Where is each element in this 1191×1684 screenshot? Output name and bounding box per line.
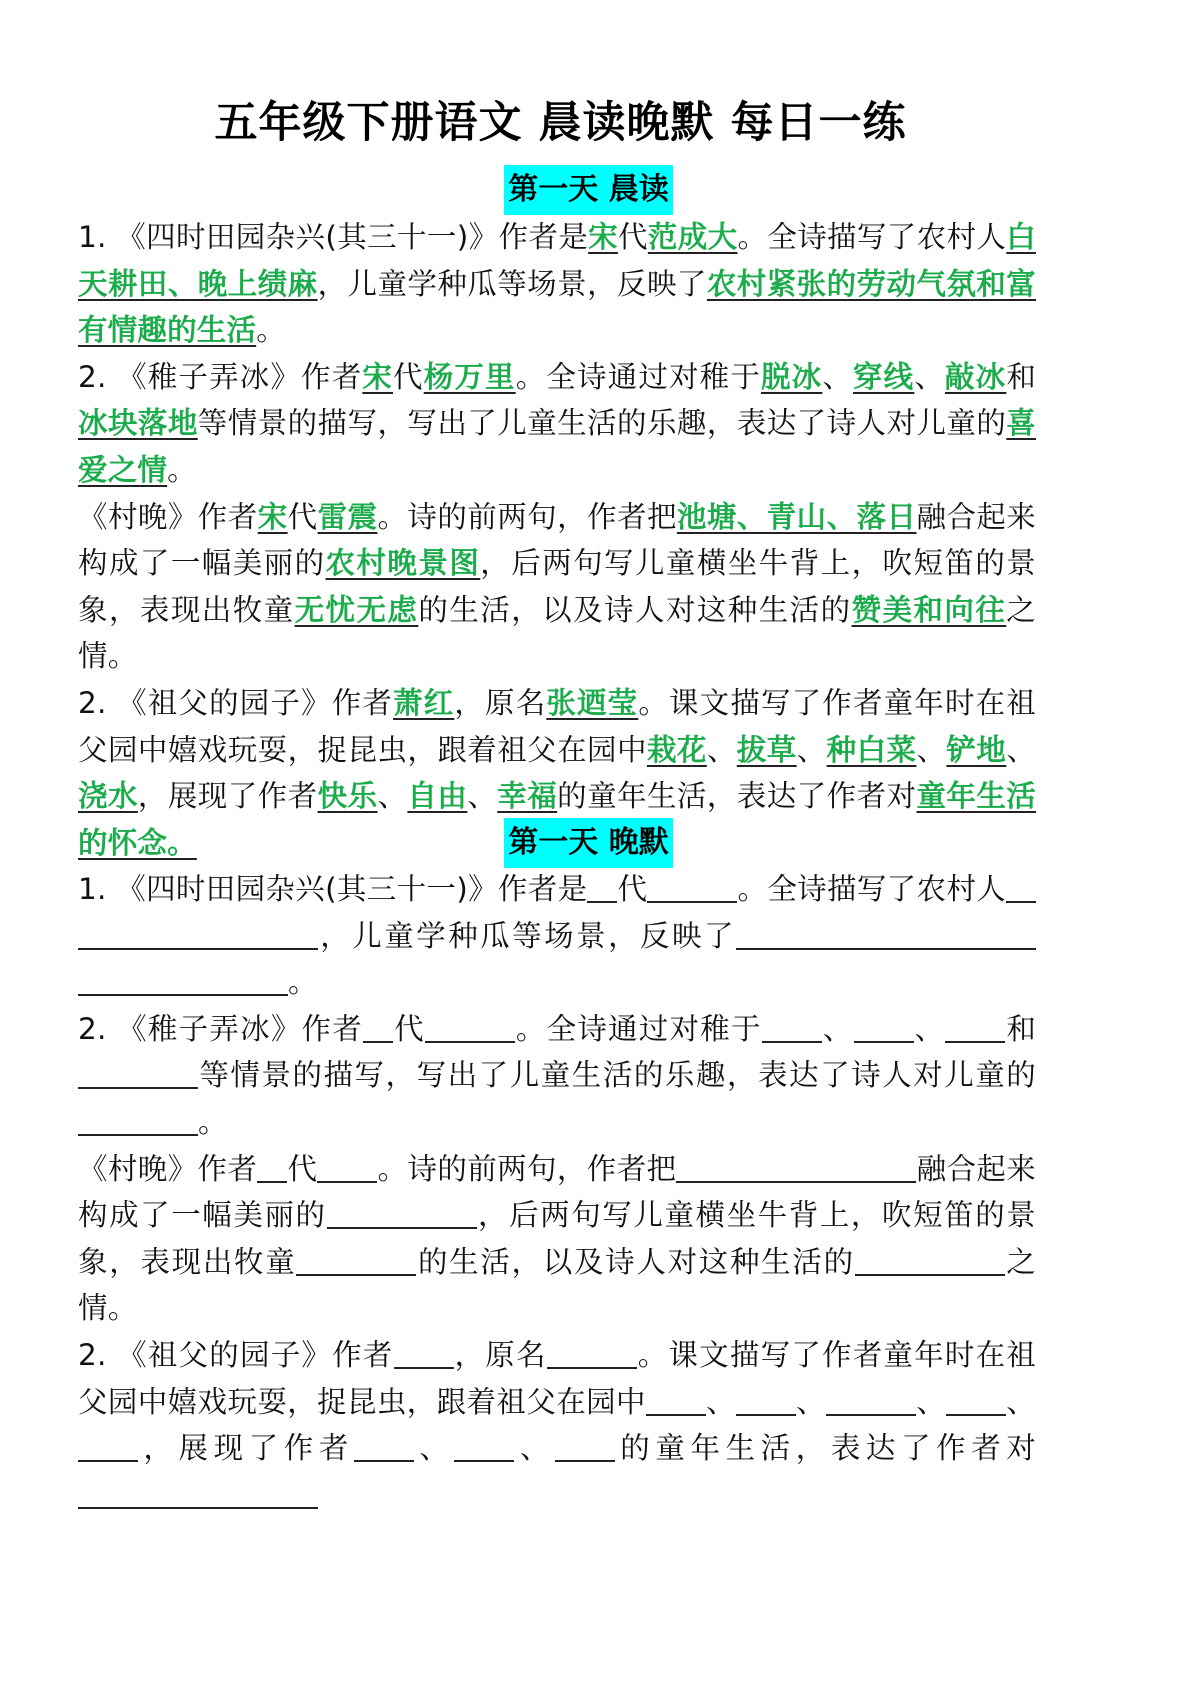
fill-in-blank[interactable] — [945, 1011, 1005, 1043]
body-text: 的生活，以及诗人对这种生活的 — [416, 1244, 855, 1279]
body-text: 1. 《四时田园杂兴(其三十一)》作者是 — [78, 872, 588, 906]
body-text: 和 — [1006, 359, 1037, 394]
body-text: 代 — [287, 499, 318, 534]
evening-item-1 — [78, 866, 1036, 1006]
body-text: 。课文描写了作者童年时在祖父园中嬉戏玩耍，捉昆虫，跟着祖父在园中 — [78, 685, 1036, 767]
fill-in-blank[interactable] — [108, 1058, 198, 1090]
body-text: 、 — [822, 359, 853, 394]
answer-text: 范成大 — [647, 220, 738, 254]
body-text: ，儿童学种瓜等场景，反映了 — [318, 918, 736, 953]
body-text: 。 — [256, 313, 286, 348]
fill-in-blank[interactable] — [394, 1337, 454, 1369]
body-text: 。 — [167, 452, 197, 487]
answer-text: 幸福 — [497, 779, 558, 814]
body-text: 等情景的描写，写出了儿童生活的乐趣，表达了诗人对儿童的 — [198, 1058, 1036, 1093]
morning-item-2 — [78, 354, 1036, 494]
body-text: 。诗的前两句，作者把 — [377, 1151, 677, 1186]
body-text: 。全诗通过对稚于 — [515, 359, 761, 394]
answer-text: 敲冰 — [945, 359, 1007, 394]
body-text: 。全诗描写了农村人 — [737, 872, 1006, 906]
body-text: 的童年生活，表达了作者对 — [557, 779, 917, 814]
body-text: 《村晚》作者 — [78, 1151, 258, 1186]
answer-text: 萧红 — [393, 685, 455, 720]
fill-in-blank[interactable] — [425, 1011, 515, 1043]
answer-text: 张迺莹 — [546, 685, 639, 720]
body-text: 融合起来构成了一幅美丽的 — [78, 1151, 1036, 1233]
body-text: 、 — [796, 732, 827, 767]
fill-in-blank[interactable] — [78, 1477, 228, 1509]
body-text: 、 — [795, 1384, 827, 1419]
answer-text: 童年生活的怀念。 — [78, 779, 1036, 860]
answer-text: 杨万里 — [423, 359, 516, 394]
fill-in-blank[interactable] — [257, 1151, 287, 1183]
fill-in-blank[interactable] — [647, 872, 737, 904]
answer-text: 无忧无虑 — [294, 592, 419, 627]
evening-item-4 — [78, 1332, 1036, 1518]
body-text: 、 — [1006, 732, 1037, 767]
answer-text: 宋 — [257, 499, 288, 534]
evening-item-2 — [78, 1006, 1036, 1146]
answer-text: 雷震 — [317, 499, 378, 534]
body-text: ，展现了作者 — [138, 1431, 354, 1466]
fill-in-blank[interactable] — [676, 1151, 916, 1183]
answer-text: 农村紧张的劳动气氛和富有情趣的生活 — [78, 266, 1036, 348]
body-text: 、 — [1006, 1384, 1036, 1419]
fill-in-blank[interactable] — [296, 1244, 416, 1276]
body-text: 的生活，以及诗人对这种生活的 — [418, 592, 852, 627]
fill-in-blank[interactable] — [1006, 872, 1036, 904]
body-text: 2. 《稚子弄冰》作者 — [78, 359, 363, 394]
answer-text: 赞美和向往 — [851, 592, 1007, 627]
body-text: 等情景的描写，写出了儿童生活的乐趣，表达了诗人对儿童的 — [197, 406, 1007, 441]
body-text: ，原名 — [453, 1337, 547, 1372]
fill-in-blank[interactable] — [363, 1011, 393, 1043]
fill-in-blank[interactable] — [555, 1431, 615, 1463]
fill-in-blank[interactable] — [327, 1198, 477, 1230]
fill-in-blank[interactable] — [547, 1337, 637, 1369]
body-text: 、 — [705, 1384, 736, 1419]
answer-text: 穿线 — [853, 359, 915, 394]
evening-dictation-section — [78, 866, 1036, 1518]
morning-item-1 — [78, 214, 1036, 354]
fill-in-blank[interactable] — [854, 1011, 914, 1043]
body-text: 、 — [467, 779, 498, 814]
morning-reading-heading: 第一天 晨读 — [504, 165, 672, 215]
answer-text: 农村晚景图 — [325, 546, 481, 581]
body-text: 之情。 — [78, 592, 1036, 674]
body-text: 、 — [913, 1011, 946, 1046]
answer-text: 浇水 — [78, 779, 138, 814]
evening-item-3 — [78, 1146, 1036, 1332]
fill-in-blank[interactable] — [736, 1384, 796, 1416]
morning-reading-section — [78, 214, 1036, 866]
fill-in-blank[interactable] — [78, 1431, 108, 1463]
fill-in-blank[interactable] — [587, 872, 617, 904]
body-text: 。课文描写了作者童年时在祖父园中嬉戏玩耍，捉昆虫，跟着祖父在园中 — [78, 1337, 1036, 1419]
answer-text: 种白菜 — [826, 732, 917, 767]
fill-in-blank[interactable] — [78, 918, 318, 950]
fill-in-blank[interactable] — [454, 1431, 514, 1463]
fill-in-blank[interactable] — [354, 1431, 414, 1463]
morning-heading-wrap — [0, 165, 1191, 215]
answer-text: 池塘、青山、落日 — [676, 499, 917, 534]
body-text: 、 — [514, 1431, 555, 1466]
body-text: 2. 《稚子弄冰》作者 — [78, 1011, 364, 1046]
body-text: 、 — [377, 779, 408, 814]
body-text: 2. 《祖父的园子》作者 — [78, 1337, 394, 1372]
fill-in-blank[interactable] — [646, 1384, 706, 1416]
answer-text: 铲地 — [946, 732, 1007, 767]
body-text: ，后两句写儿童横坐牛背上，吹短笛的景象，表现出牧童 — [78, 546, 1036, 627]
fill-in-blank[interactable] — [108, 1431, 138, 1463]
body-text: 、 — [413, 1431, 455, 1466]
fill-in-blank[interactable] — [228, 1477, 318, 1509]
evening-heading-wrap — [0, 818, 1191, 868]
body-text: 代 — [393, 1011, 425, 1046]
body-text: 、 — [706, 732, 737, 767]
fill-in-blank[interactable] — [138, 1104, 198, 1136]
fill-in-blank[interactable] — [317, 1151, 377, 1183]
fill-in-blank[interactable] — [946, 1384, 1006, 1416]
fill-in-blank[interactable] — [78, 1104, 138, 1136]
body-text: 融合起来构成了一幅美丽的 — [78, 499, 1036, 581]
answer-text: 喜爱之情 — [78, 406, 1036, 487]
answer-text: 拔草 — [736, 732, 797, 767]
morning-item-3 — [78, 494, 1036, 680]
body-text: 、 — [821, 1011, 854, 1046]
answer-text: 栽花 — [646, 732, 707, 767]
body-text: 代 — [393, 359, 424, 394]
body-text: 和 — [1005, 1011, 1037, 1046]
body-text: 之情。 — [78, 1244, 1037, 1326]
page-title: 五年级下册语文 晨读晚默 每日一练 — [214, 98, 907, 148]
body-text: ，儿童学种瓜等场景，反映了 — [317, 266, 707, 301]
answer-text: 白天耕田、晚上绩麻 — [78, 220, 1036, 301]
answer-text: 脱冰 — [761, 359, 823, 394]
body-text: ，展现了作者 — [137, 779, 318, 814]
body-text: 、 — [914, 359, 945, 394]
fill-in-blank[interactable] — [736, 918, 1036, 950]
fill-in-blank[interactable] — [855, 1244, 1005, 1276]
body-text: ，原名 — [454, 685, 547, 720]
body-text: 2. 《祖父的园子》作者 — [78, 685, 394, 720]
body-text: 《村晚》作者 — [78, 499, 258, 534]
body-text: 。诗的前两句，作者把 — [377, 499, 677, 534]
body-text: 、 — [916, 732, 947, 767]
answer-text: 宋 — [362, 359, 394, 394]
answer-text: 冰块落地 — [78, 406, 198, 441]
body-text: 1. 《四时田园杂兴(其三十一)》作者是 — [78, 220, 589, 254]
fill-in-blank[interactable] — [762, 1011, 822, 1043]
evening-dictation-heading: 第一天 晚默 — [504, 818, 672, 868]
body-text: 。全诗通过对稚于 — [514, 1011, 762, 1046]
answer-text: 快乐 — [317, 779, 378, 814]
body-text: 。 — [288, 965, 318, 1000]
body-text: ，后两句写儿童横坐牛背上，吹短笛的景象，表现出牧童 — [78, 1198, 1036, 1279]
body-text: 代 — [617, 220, 648, 254]
answer-text: 宋 — [588, 220, 618, 254]
body-text: 。 — [198, 1104, 228, 1139]
fill-in-blank[interactable] — [78, 1058, 108, 1090]
body-text: 。全诗描写了农村人 — [737, 220, 1007, 254]
body-text: 的童年生活，表达了作者对 — [614, 1431, 1036, 1466]
body-text: 代 — [617, 872, 648, 906]
body-text: 代 — [287, 1151, 318, 1186]
answer-text: 自由 — [407, 779, 468, 814]
fill-in-blank[interactable] — [826, 1384, 916, 1416]
body-text: 、 — [916, 1384, 947, 1419]
fill-in-blank[interactable] — [78, 965, 288, 997]
